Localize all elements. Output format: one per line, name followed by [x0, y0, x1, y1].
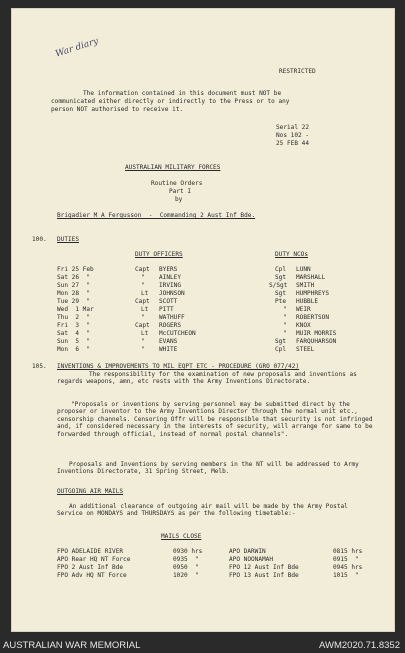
mail-office-right: FPO 13 Aust Inf Bde	[229, 572, 299, 579]
duty-day: Fri 3 "	[57, 322, 91, 329]
duty-nco-rank: "	[283, 314, 287, 321]
mail-office-left: FPO Adv HQ NT Force	[57, 572, 127, 579]
section-105-para-3: Proposals and Inventions by serving members in the NT will be addressed to Army Inventions Directorate, 31 Spring Street, Melb.	[57, 461, 359, 476]
duty-nco: KNOX	[296, 322, 311, 329]
duty-officer: McCUTCHEON	[159, 330, 196, 337]
duty-rank: "	[141, 338, 145, 345]
duty-officer: WATHUFF	[159, 314, 185, 321]
notice-line-1: The information contained in this document must NOT be	[83, 90, 282, 97]
duty-nco-rank: "	[283, 322, 287, 329]
mail-time-left: 0935 "	[173, 556, 199, 563]
duty-rank: "	[141, 346, 145, 353]
duty-nco-rank: Sgt	[275, 290, 287, 297]
commander-line: Brigadier M A Fergusson - Commanding 2 Aust Inf Bde.	[57, 212, 256, 219]
serial-line-3: 25 FEB 44	[276, 140, 310, 147]
mail-office-right: APO DARWIN	[229, 548, 266, 555]
duty-nco: HUBBLE	[296, 298, 319, 305]
duty-officer: PITT	[159, 306, 174, 313]
notice-line-2: communicated either directly or indirectly to the Press or to any	[51, 98, 290, 105]
serial-line-1: Serial 22	[276, 124, 310, 131]
duty-officers-heading: DUTY OFFICERS	[135, 251, 183, 258]
footer-accession-number: AWM2020.71.8352	[319, 640, 400, 651]
duty-rank: Lt	[141, 330, 149, 337]
duty-rank: Capt	[135, 266, 150, 273]
section-105-para-2: "Proposals or inventions by serving personnel may be submitted direct by the proposer or inventor to the Army Inventions Director through the normal unit etc., censorship channels. Censoring Offr will be responsible that security is not infringed and, if considered necessary in the interests of security, will arrange for same to be forwarded through official, instead of normal postal channels".	[57, 401, 373, 438]
duty-rank: "	[141, 282, 145, 289]
duties-number: 100.	[32, 236, 47, 243]
duty-officer: ROGERS	[159, 322, 182, 329]
mail-time-right: 1015 "	[333, 572, 359, 579]
duty-nco-rank: S/Sgt	[269, 282, 288, 289]
duty-day: Sun 27 "	[57, 282, 91, 289]
duty-officer: JOHNSON	[159, 290, 185, 297]
document-page	[11, 8, 395, 632]
duty-nco-rank: Pte	[275, 298, 287, 305]
duty-nco: LUNN	[296, 266, 311, 273]
duty-day: Sat 4 "	[57, 330, 91, 337]
mail-office-left: FPO 2 Aust Inf Bde	[57, 564, 124, 571]
duty-nco-rank: Sgt	[275, 274, 287, 281]
duty-nco-rank: Cpl	[275, 266, 287, 273]
document-title: AUSTRALIAN MILITARY FORCES	[125, 164, 221, 171]
duty-rank: Capt	[135, 322, 150, 329]
duty-nco-rank: "	[283, 306, 287, 313]
duties-heading: DUTIES	[57, 236, 80, 243]
duty-day: Sun 5 "	[57, 338, 91, 345]
duty-nco: SMITH	[296, 282, 315, 289]
duty-nco: WEIR	[296, 306, 311, 313]
mail-time-right: 0815 hrs	[333, 548, 363, 555]
section-105-heading: INVENTIONS & IMPROVEMENTS TO MIL EQPT ETC - PROCEDURE (GRO 077/42)	[57, 363, 300, 370]
duty-officer: WHITE	[159, 346, 178, 353]
subtitle-line-1: Routine Orders	[151, 180, 203, 187]
duty-officer: AINLEY	[159, 274, 182, 281]
duty-day: Mon 6 "	[57, 346, 91, 353]
duty-nco: HUMPHREYS	[296, 290, 330, 297]
duty-ncos-heading: DUTY NCOs	[275, 251, 309, 258]
section-105-number: 105.	[32, 363, 47, 370]
duty-day: Thu 2 "	[57, 314, 91, 321]
duty-nco: FARQUHARSON	[296, 338, 337, 345]
duty-officer: BYERS	[159, 266, 178, 273]
duty-rank: "	[141, 314, 145, 321]
mail-time-right: 0945 hrs	[333, 564, 363, 571]
mail-time-left: 0950 "	[173, 564, 199, 571]
footer-institution: AUSTRALIAN WAR MEMORIAL	[3, 640, 141, 651]
duty-officer: IRVING	[159, 282, 182, 289]
duty-nco: MARSHALL	[296, 274, 326, 281]
section-105-para-1: The responsibility for the examination of new proposals and inventions as regards weapons, amn, etc rests with the Army Inventions Directorate.	[57, 371, 357, 386]
mail-office-left: APO Rear HQ NT Force	[57, 556, 131, 563]
handwritten-note: War diary	[54, 36, 100, 60]
duty-day: Tue 29 "	[57, 298, 91, 305]
duty-nco: ROBERTSON	[296, 314, 330, 321]
duty-rank: Lt	[141, 290, 149, 297]
mail-time-left: 1020 "	[173, 572, 199, 579]
duty-nco-rank: Sgt	[275, 338, 287, 345]
duty-rank: Lt	[141, 306, 149, 313]
duty-nco-rank: "	[283, 330, 287, 337]
duty-day: Fri 25 Feb	[57, 266, 94, 273]
duty-day: Wed 1 Mar	[57, 306, 94, 313]
duty-day: Mon 28 "	[57, 290, 91, 297]
air-mails-para: An additional clearance of outgoing air mail will be made by the Army Postal Service on MONDAYS and THURSDAYS as per the following timetable:-	[57, 503, 348, 518]
mail-time-right: 0915 "	[333, 556, 359, 563]
duty-nco: STEEL	[296, 346, 315, 353]
mails-close-heading: MAILS CLOSE	[161, 533, 202, 540]
mail-time-left: 0930 hrs	[173, 548, 203, 555]
mail-office-right: FPO 12 Aust Inf Bde	[229, 564, 299, 571]
duty-rank: "	[141, 274, 145, 281]
duty-nco: MUIR MORRIS	[296, 330, 337, 337]
duty-day: Sat 26 "	[57, 274, 91, 281]
mail-office-right: APO NOONAMAH	[229, 556, 274, 563]
notice-line-3: person NOT authorised to receive it.	[51, 106, 184, 113]
serial-line-2: Nos 102 -	[276, 132, 310, 139]
subtitle-line-2: Part I	[169, 188, 192, 195]
air-mails-heading: OUTGOING AIR MAILS	[57, 488, 124, 495]
duty-rank: Capt	[135, 298, 150, 305]
subtitle-line-3: by	[175, 196, 183, 203]
duty-officer: EVANS	[159, 338, 178, 345]
archive-footer	[0, 638, 405, 653]
duty-officer: SCOTT	[159, 298, 178, 305]
mail-office-left: FPO ADELAIDE RIVER	[57, 548, 124, 555]
duty-nco-rank: Cpl	[275, 346, 287, 353]
restricted-label: RESTRICTED	[279, 68, 316, 75]
